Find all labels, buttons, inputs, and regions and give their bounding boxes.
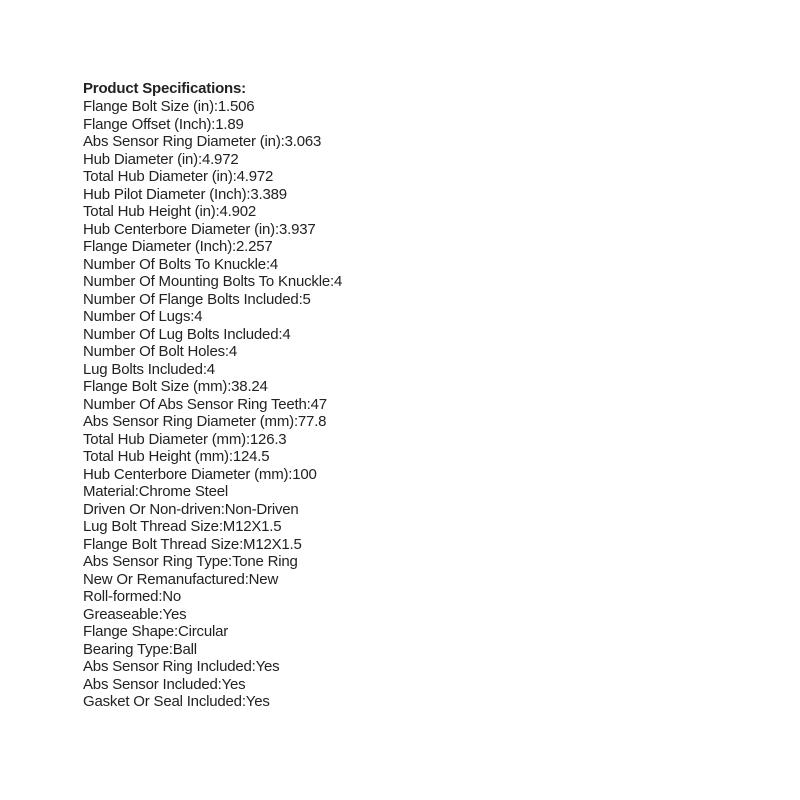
spec-value: 38.24 — [231, 378, 268, 395]
spec-row — [83, 413, 723, 431]
spec-label: Abs Sensor Included — [83, 675, 218, 693]
spec-value: 100 — [292, 465, 317, 483]
spec-label: Flange Diameter (Inch) — [83, 238, 232, 255]
spec-label: Hub Centerbore Diameter (in) — [83, 220, 275, 238]
spec-separator: : — [274, 220, 279, 238]
spec-separator: : — [174, 623, 178, 640]
spec-separator: : — [190, 308, 195, 325]
spec-separator: : — [280, 133, 285, 150]
spec-row — [83, 116, 723, 134]
spec-label: Abs Sensor Ring Type — [83, 553, 228, 570]
spec-separator: : — [293, 413, 298, 430]
spec-value: Yes — [221, 675, 246, 693]
spec-separator: : — [218, 518, 223, 535]
spec-row — [83, 553, 723, 571]
spec-row — [83, 536, 723, 554]
spec-value: Non-Driven — [224, 500, 299, 518]
spec-value: 4 — [206, 360, 215, 378]
spec-row — [83, 151, 723, 169]
spec-separator: : — [251, 658, 256, 675]
spec-value: 2.257 — [235, 238, 273, 255]
spec-row — [83, 658, 723, 676]
spec-label: Hub Diameter (in) — [83, 150, 198, 168]
spec-label: Total Hub Height (in) — [83, 203, 216, 220]
specs-block — [83, 80, 723, 711]
spec-separator: : — [158, 588, 163, 605]
spec-separator: : — [239, 535, 244, 553]
spec-separator: : — [215, 203, 220, 220]
spec-label: Number Of Mounting Bolts To Knuckle — [83, 273, 331, 290]
spec-row — [83, 308, 723, 326]
spec-value: 5 — [302, 290, 311, 308]
spec-label: Lug Bolts Included — [83, 360, 203, 378]
spec-label: Roll-formed — [83, 588, 159, 605]
spec-separator: : — [244, 570, 249, 588]
spec-label: Hub Pilot Diameter (Inch) — [83, 185, 247, 203]
spec-separator: : — [245, 430, 250, 448]
spec-label: Lug Bolt Thread Size — [83, 518, 219, 535]
spec-separator: : — [211, 115, 216, 133]
spec-separator: : — [228, 448, 233, 465]
spec-separator: : — [246, 185, 251, 203]
spec-row — [83, 623, 723, 641]
spec-value: 1.89 — [215, 115, 244, 133]
spec-separator: : — [298, 290, 303, 308]
spec-label: Number Of Lugs — [83, 308, 191, 325]
spec-separator: : — [330, 273, 334, 290]
spec-row — [83, 326, 723, 344]
spec-value: 4.972 — [201, 150, 239, 168]
spec-label: Driven Or Non-driven — [83, 500, 221, 518]
spec-value: 3.937 — [278, 220, 316, 238]
spec-row — [83, 361, 723, 379]
spec-label: Flange Offset (Inch) — [83, 115, 212, 133]
spec-label: Abs Sensor Ring Diameter (in) — [83, 133, 281, 150]
spec-row — [83, 273, 723, 291]
spec-value: 1.506 — [217, 98, 255, 115]
spec-separator: : — [241, 693, 246, 710]
spec-label: Total Hub Height (mm) — [83, 448, 229, 465]
spec-row — [83, 571, 723, 589]
spec-separator: : — [220, 500, 225, 518]
spec-value: M12X1.5 — [222, 518, 282, 535]
spec-row — [83, 606, 723, 624]
spec-row — [83, 291, 723, 309]
spec-row — [83, 168, 723, 186]
spec-separator: : — [227, 553, 232, 570]
spec-separator: : — [158, 605, 163, 623]
spec-separator: : — [213, 98, 218, 115]
spec-label: Number Of Bolt Holes — [83, 343, 225, 360]
spec-label: Abs Sensor Ring Included — [83, 658, 252, 675]
spec-separator: : — [288, 465, 293, 483]
spec-label: Flange Shape — [83, 623, 175, 640]
spec-label: Number Of Flange Bolts Included — [83, 290, 299, 308]
spec-value: 126.3 — [249, 430, 287, 448]
spec-row — [83, 98, 723, 116]
spec-row — [83, 676, 723, 694]
spec-value: 47 — [310, 395, 327, 413]
spec-value: 4.902 — [219, 203, 257, 220]
spec-separator: : — [168, 640, 173, 658]
spec-value: Circular — [177, 623, 229, 640]
spec-label: Number Of Bolts To Knuckle — [83, 255, 266, 273]
spec-value: 4.972 — [236, 168, 274, 185]
spec-row — [83, 431, 723, 449]
spec-value: 4 — [333, 273, 343, 290]
spec-row — [83, 466, 723, 484]
spec-label: New Or Remanufactured — [83, 570, 245, 588]
spec-value: 4 — [269, 255, 279, 273]
spec-label: Abs Sensor Ring Diameter (mm) — [83, 413, 294, 430]
spec-separator: : — [224, 343, 229, 360]
specs-list — [83, 98, 723, 711]
spec-value: 4 — [194, 308, 203, 325]
spec-value: Yes — [162, 605, 187, 623]
spec-row — [83, 501, 723, 519]
spec-label: Flange Bolt Size (mm) — [83, 378, 228, 395]
spec-row — [83, 343, 723, 361]
spec-value: New — [248, 570, 279, 588]
spec-label: Bearing Type — [83, 640, 169, 658]
spec-value: Yes — [255, 658, 280, 675]
spec-label: Flange Bolt Thread Size — [83, 535, 240, 553]
spec-value: 77.8 — [297, 413, 327, 430]
spec-row — [83, 396, 723, 414]
spec-label: Greaseable — [83, 605, 159, 623]
spec-label: Total Hub Diameter (in) — [83, 168, 233, 185]
spec-row — [83, 203, 723, 221]
spec-row — [83, 483, 723, 501]
spec-separator: : — [278, 325, 283, 343]
spec-row — [83, 133, 723, 151]
spec-label: Flange Bolt Size (in) — [83, 98, 214, 115]
spec-label: Total Hub Diameter (mm) — [83, 430, 246, 448]
spec-separator: : — [227, 378, 232, 395]
spec-value: Yes — [245, 693, 270, 710]
spec-separator: : — [197, 150, 202, 168]
spec-separator: : — [265, 255, 270, 273]
spec-value: Ball — [172, 640, 197, 658]
spec-row — [83, 448, 723, 466]
spec-row — [83, 518, 723, 536]
spec-value: M12X1.5 — [243, 535, 302, 553]
spec-separator: : — [232, 238, 236, 255]
spec-row — [83, 186, 723, 204]
spec-label: Number Of Lug Bolts Included — [83, 325, 279, 343]
spec-label: Number Of Abs Sensor Ring Teeth — [83, 395, 307, 413]
spec-value: 4 — [228, 343, 238, 360]
spec-row — [83, 378, 723, 396]
spec-label: Gasket Or Seal Included — [83, 693, 242, 710]
spec-value: No — [162, 588, 182, 605]
spec-value: 124.5 — [232, 448, 270, 465]
spec-separator: : — [217, 675, 222, 693]
spec-value: 3.389 — [250, 185, 287, 203]
spec-separator: : — [202, 360, 207, 378]
spec-separator: : — [134, 483, 139, 500]
spec-row — [83, 238, 723, 256]
specs-title: Product Specifications: — [83, 80, 246, 97]
spec-separator: : — [232, 168, 237, 185]
spec-row — [83, 588, 723, 606]
spec-row — [83, 256, 723, 274]
spec-label: Hub Centerbore Diameter (mm) — [83, 465, 289, 483]
spec-value: Chrome Steel — [138, 483, 229, 500]
spec-label: Material — [83, 483, 135, 500]
spec-row — [83, 221, 723, 239]
spec-row — [83, 693, 723, 711]
spec-row — [83, 641, 723, 659]
spec-value: 3.063 — [284, 133, 322, 150]
spec-separator: : — [306, 395, 311, 413]
spec-value: 4 — [282, 325, 291, 343]
spec-value: Tone Ring — [231, 553, 298, 570]
